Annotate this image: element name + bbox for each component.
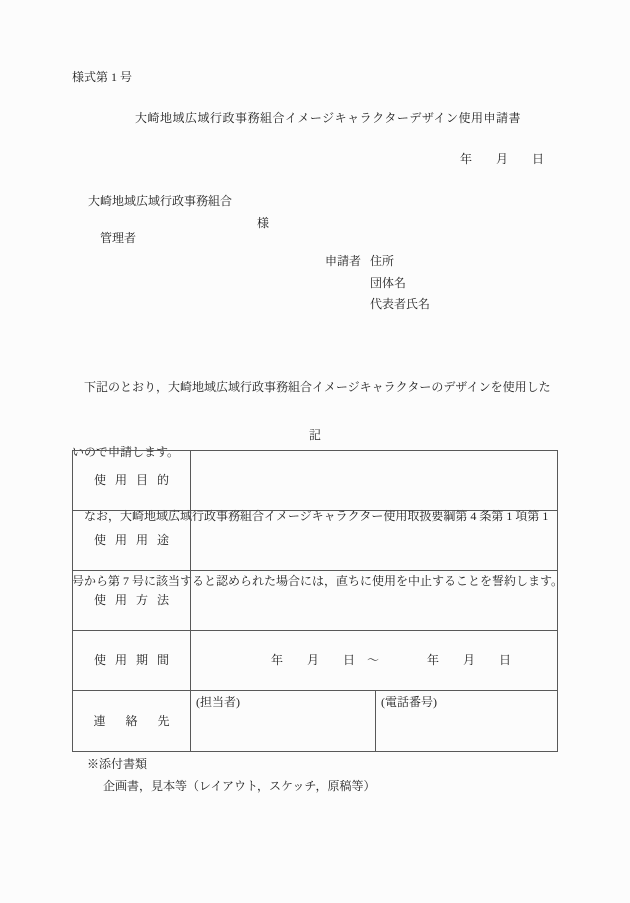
applicant-label: 申請者: [325, 254, 362, 268]
row-label-cell: [73, 631, 191, 690]
row-label-cell: [73, 571, 191, 630]
table-row-method: [73, 571, 557, 631]
row-value-purpose: [191, 451, 557, 510]
table-row-period: [73, 631, 557, 691]
applicant-representative-label: 代表者氏名: [370, 297, 431, 311]
row-value-period: [191, 631, 557, 690]
addressee-honorific: 様: [257, 216, 270, 230]
row-label-period: 使用期間: [93, 653, 178, 667]
row-label-purpose: 使用目的: [93, 473, 178, 487]
contact-subcells: [191, 691, 557, 751]
document-title: 大崎地域広域行政事務組合イメージキャラクターデザイン使用申請書: [134, 111, 522, 125]
date-line: 年 月 日: [459, 152, 544, 166]
contact-person-cell: (担当者): [191, 691, 376, 751]
row-label-cell: [73, 451, 191, 510]
body-line-2: いので申請します。: [72, 444, 180, 459]
body-line-1: 下記のとおり，大崎地域広域行政事務組合イメージキャラクターのデザインを使用した: [72, 380, 551, 394]
row-label-cell: [73, 511, 191, 570]
table-row-purpose: [73, 451, 557, 511]
body-line-4: 号から第 7 号に該当すると認められた場合には，直ちに使用を中止することを誓約します。: [72, 573, 564, 588]
row-label-method: 使用方法: [93, 593, 178, 607]
row-label-usage: 使用用途: [93, 533, 178, 547]
attachment-heading: ※添付書類: [87, 757, 148, 771]
contact-phone-cell: (電話番号): [381, 695, 437, 709]
addressee-role: 管理者: [100, 231, 137, 245]
addressee-organization: 大崎地域広域行政事務組合: [88, 194, 233, 208]
body-line-3: なお，大崎地域広域行政事務組合イメージキャラクター使用取扱要綱第 4 条第 1 項第 1: [72, 509, 549, 523]
row-value-method: [191, 571, 557, 630]
period-date-template: 年 月 日 ～ 年 月 日: [271, 653, 512, 667]
row-label-cell: [73, 691, 191, 751]
row-label-contact: 連絡先: [93, 713, 190, 728]
table-row-usage: [73, 511, 557, 571]
record-heading: 記: [308, 428, 321, 442]
application-table: [72, 450, 558, 752]
applicant-address-label: 住所: [370, 254, 395, 268]
applicant-org-name-label: 団体名: [370, 276, 407, 290]
attachment-item: 企画書，見本等（レイアウト，スケッチ，原稿等）: [103, 779, 376, 793]
row-value-usage: [191, 511, 557, 570]
table-row-contact: [73, 691, 557, 751]
addressee-line: [88, 216, 270, 276]
form-number: 様式第 1 号: [72, 70, 133, 84]
